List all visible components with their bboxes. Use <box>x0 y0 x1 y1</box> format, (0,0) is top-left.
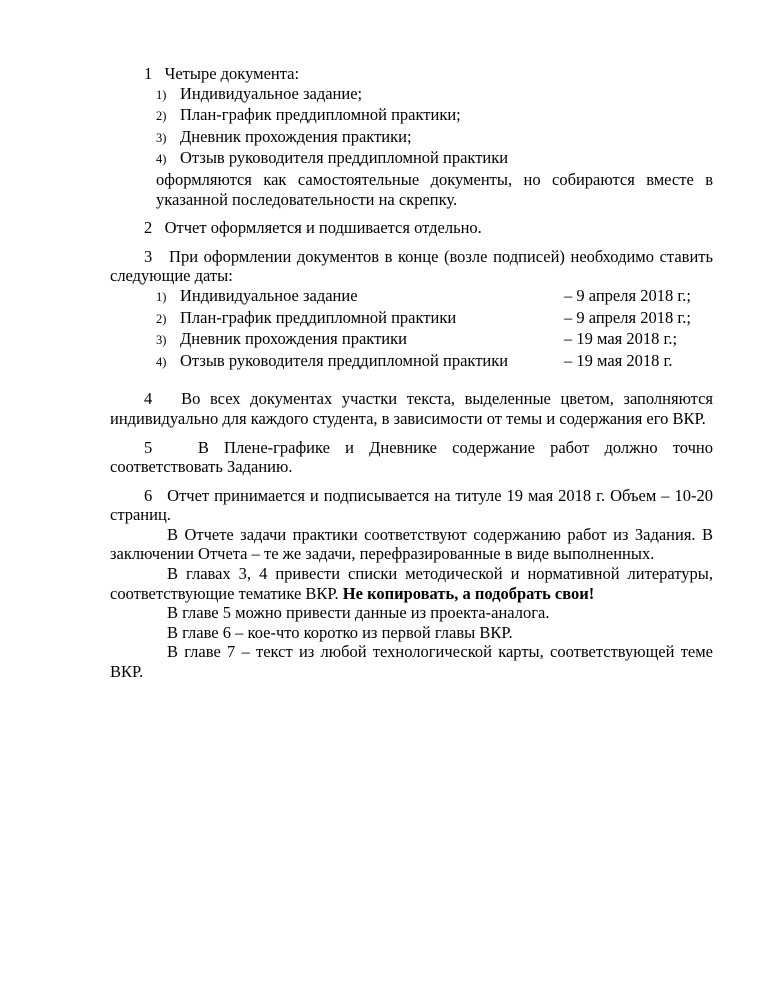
sub-item-number: 2) <box>156 109 167 124</box>
sub-item-text: Дневник прохождения практики; <box>180 126 412 146</box>
item-text: При оформлении документов в конце (возле подписей) необходимо ставить следующие даты: <box>110 246 714 286</box>
item-text: Отчет оформляется и подшивается отдельно. <box>164 218 482 238</box>
item-6-paragraph: В главе 7 – текст из любой технологической карты, соответствующей теме ВКР. <box>110 642 713 682</box>
date-row <box>110 286 713 308</box>
date-row-label: Дневник прохождения практики <box>180 329 407 349</box>
paragraph-text: В главах 3, 4 привести списки методической и нормативной литературы, соответствующие тематике ВКР. <box>110 564 713 603</box>
item-6-paragraph: В главе 5 можно привести данные из проекта-аналога. <box>167 603 550 623</box>
date-row-date: – 19 мая 2018 г. <box>564 350 673 370</box>
sub-item <box>110 84 713 106</box>
sub-item-text: Отзыв руководителя преддипломной практики <box>180 148 509 168</box>
item-6-paragraph: В главе 6 – кое-что коротко из первой главы ВКР. <box>167 622 513 642</box>
item-number: 6 <box>144 485 153 505</box>
date-row <box>110 351 713 373</box>
item-1 <box>110 64 713 84</box>
item-5 <box>110 438 713 477</box>
bold-emphasis: Не копировать, а подобрать свои! <box>342 583 595 603</box>
item-1-continuation: оформляются как самостоятельные документы, но собираются вместе в указанной последовательности на скрепку. <box>156 169 713 209</box>
item-number: 2 <box>144 218 153 238</box>
sub-item-text: План-график преддипломной практики; <box>180 105 461 125</box>
sub-item <box>110 105 713 127</box>
document-body <box>110 64 713 682</box>
item-6-paragraph: В Отчете задачи практики соответствуют содержанию работ из Задания. В заключении Отчета – те же задачи, перефразированные в виде выполненных. <box>110 524 713 564</box>
date-row-number: 4) <box>156 354 167 369</box>
item-number: 5 <box>144 437 153 457</box>
item-text: Четыре документа: <box>164 64 300 83</box>
date-row-label: Индивидуальное задание <box>180 285 358 305</box>
item-text: В Плене-графике и Дневнике содержание работ должно точно соответствовать Заданию. <box>110 437 714 477</box>
date-row-date: – 9 апреля 2018 г.; <box>564 285 691 305</box>
sub-item <box>110 148 713 170</box>
item-text: Во всех документах участки текста, выделенные цветом, заполняются индивидуально для каждого студента, в зависимости от темы и содержания его ВКР. <box>110 389 714 428</box>
item-6 <box>110 486 713 525</box>
sub-item <box>110 127 713 149</box>
date-row-label: План-график преддипломной практики <box>180 307 457 327</box>
sub-item-number: 4) <box>156 152 167 167</box>
sub-item-text: Индивидуальное задание; <box>180 83 363 103</box>
date-row-date: – 19 мая 2018 г.; <box>564 329 678 349</box>
date-row-label: Отзыв руководителя преддипломной практики <box>180 350 509 370</box>
date-row-number: 3) <box>156 333 167 348</box>
date-row-number: 1) <box>156 289 167 304</box>
date-row <box>110 308 713 330</box>
item-number: 1 <box>144 64 153 83</box>
item-number: 4 <box>144 389 153 409</box>
sub-item-number: 1) <box>156 87 167 102</box>
date-row-number: 2) <box>156 311 167 326</box>
item-text: Отчет принимается и подписывается на титуле 19 мая 2018 г. Объем – 10-20 страниц. <box>110 485 714 525</box>
item-6-paragraph <box>110 564 713 603</box>
item-3 <box>110 247 713 286</box>
date-row <box>110 329 713 351</box>
item-2 <box>110 218 713 238</box>
item-number: 3 <box>144 246 153 266</box>
date-row-date: – 9 апреля 2018 г.; <box>564 307 691 327</box>
sub-item-number: 3) <box>156 130 167 145</box>
item-4 <box>110 389 713 428</box>
